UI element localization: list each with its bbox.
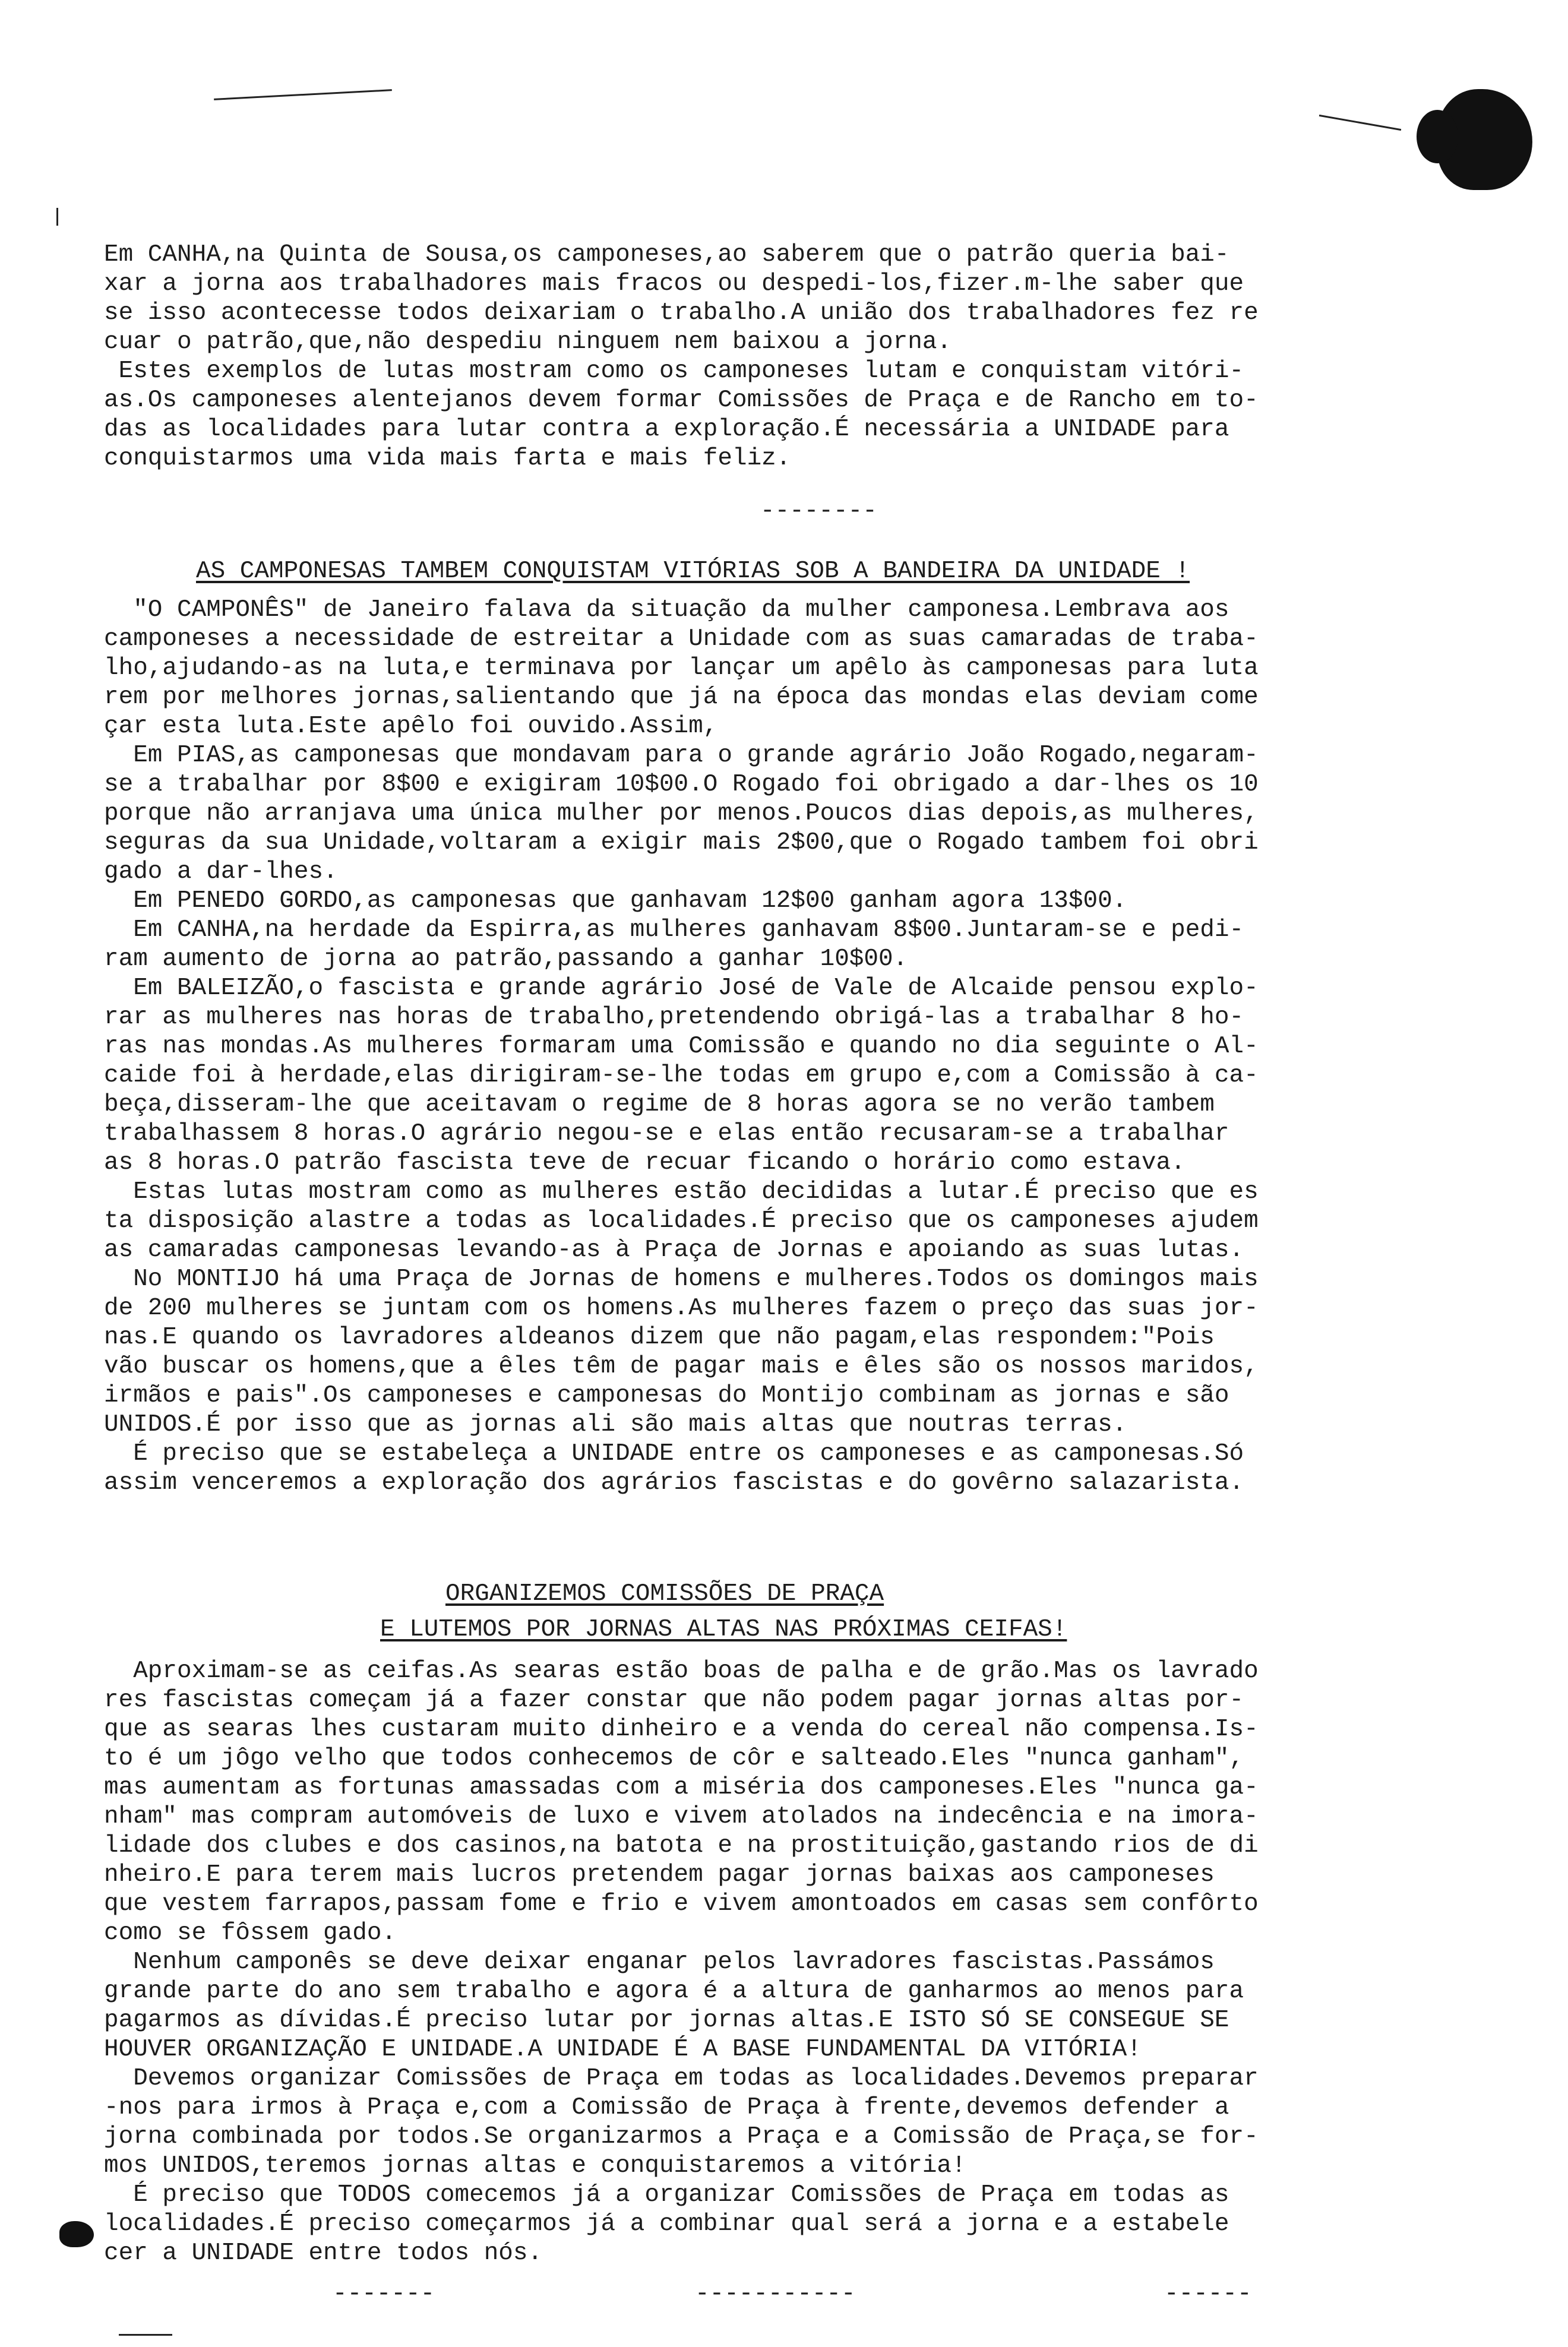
text-line: Em CANHA,na Quinta de Sousa,os camponeses,ao saberem que o patrão queria bai- <box>104 241 1229 268</box>
footer-separator: ------- <box>333 2280 435 2308</box>
text-line: as.Os camponeses alentejanos devem formar Comissões de Praça e de Rancho em to- <box>104 387 1259 414</box>
text-line: conquistarmos uma vida mais farta e mais feliz. <box>104 445 791 472</box>
text-line: nheiro.E para terem mais lucros pretendem pagar jornas baixas aos camponeses <box>104 1861 1215 1889</box>
text-line: se a trabalhar por 8$00 e exigiram 10$00.O Rogado foi obrigado a dar-lhes os 10 <box>104 771 1259 798</box>
text-line: grande parte do ano sem trabalho e agora é a altura de ganharmos ao menos para <box>104 1978 1244 2005</box>
text-line: que vestem farrapos,passam fome e frio e vivem amontoados em casas sem confôrto <box>104 1890 1259 1918</box>
text-line: res fascistas começam já a fazer constar que não podem pagar jornas altas por- <box>104 1687 1244 1714</box>
separator: -------- <box>760 498 877 525</box>
text-line: jorna combinada por todos.Se organizarmos a Praça e a Comissão de Praça,se for- <box>104 2123 1259 2150</box>
text-line: de 200 mulheres se juntam com os homens.As mulheres fazem o preço das suas jor- <box>104 1295 1259 1322</box>
text-line: çar esta luta.Este apêlo foi ouvido.Assim, <box>104 713 718 740</box>
text-line: mas aumentam as fortunas amassadas com a miséria dos camponeses.Eles "nunca ga- <box>104 1774 1259 1801</box>
text-line: ta disposição alastre a todas as localidades.É preciso que os camponeses ajudem <box>104 1207 1259 1235</box>
scan-scratch <box>119 2334 172 2336</box>
section-subheading: E LUTEMOS POR JORNAS ALTAS NAS PRÓXIMAS CEIFAS! <box>380 1616 1067 1643</box>
text-line: trabalhassem 8 horas.O agrário negou-se e elas então recusaram-se a trabalhar <box>104 1120 1229 1147</box>
ink-blot <box>1417 110 1458 163</box>
text-line: Em PIAS,as camponesas que mondavam para o grande agrário João Rogado,negaram- <box>104 742 1259 769</box>
text-line: lidade dos clubes e dos casinos,na batota e na prostituição,gastando rios de di <box>104 1832 1259 1859</box>
text-line: HOUVER ORGANIZAÇÃO E UNIDADE.A UNIDADE É A BASE FUNDAMENTAL DA VITÓRIA! <box>104 2036 1142 2063</box>
text-line: Estas lutas mostram como as mulheres estão decididas a lutar.É preciso que es <box>104 1178 1259 1206</box>
text-line: Estes exemplos de lutas mostram como os camponeses lutam e conquistam vitóri- <box>104 358 1244 385</box>
text-line: gado a dar-lhes. <box>104 858 338 885</box>
text-line: cer a UNIDADE entre todos nós. <box>104 2240 543 2267</box>
text-line: cuar o patrão,que,não despediu ninguem nem baixou a jorna. <box>104 328 952 356</box>
text-line: lho,ajudando-as na luta,e terminava por lançar um apêlo às camponesas para luta <box>104 654 1259 682</box>
scan-scratch <box>56 208 58 226</box>
text-line: nham" mas compram automóveis de luxo e vivem atolados na indecência e na imora- <box>104 1803 1259 1830</box>
text-line: "O CAMPONÊS" de Janeiro falava da situação da mulher camponesa.Lembrava aos <box>104 596 1229 624</box>
text-line: Em CANHA,na herdade da Espirra,as mulheres ganhavam 8$00.Juntaram-se e pedi- <box>104 916 1244 944</box>
text-line: camponeses a necessidade de estreitar a Unidade com as suas camaradas de traba- <box>104 625 1259 653</box>
text-line: como se fôssem gado. <box>104 1919 397 1947</box>
text-line: as camaradas camponesas levando-as à Praça de Jornas e apoiando as suas lutas. <box>104 1236 1244 1264</box>
text-line: porque não arranjava uma única mulher por menos.Poucos dias depois,as mulheres, <box>104 800 1259 827</box>
text-line: Em BALEIZÃO,o fascista e grande agrário José de Vale de Alcaide pensou explo- <box>104 975 1259 1002</box>
text-line: rem por melhores jornas,salientando que já na época das mondas elas deviam come <box>104 684 1259 711</box>
text-line: seguras da sua Unidade,voltaram a exigir mais 2$00,que o Rogado tambem foi obri <box>104 829 1259 856</box>
text-line: xar a jorna aos trabalhadores mais fracos ou despedi-los,fizer.m-lhe saber que <box>104 270 1244 298</box>
text-line: Aproximam-se as ceifas.As searas estão boas de palha e de grão.Mas os lavrado <box>104 1658 1259 1685</box>
scan-scratch <box>1319 115 1401 131</box>
text-line: No MONTIJO há uma Praça de Jornas de homens e mulheres.Todos os domingos mais <box>104 1266 1259 1293</box>
text-line: assim venceremos a exploração dos agrários fascistas e do govêrno salazarista. <box>104 1469 1244 1497</box>
text-line: -nos para irmos à Praça e,com a Comissão de Praça à frente,devemos defender a <box>104 2094 1229 2121</box>
text-line: to é um jôgo velho que todos conhecemos de côr e salteado.Eles "nunca ganham", <box>104 1745 1244 1772</box>
text-line: ram aumento de jorna ao patrão,passando a ganhar 10$00. <box>104 945 908 973</box>
text-line: que as searas lhes custaram muito dinheiro e a venda do cereal não compensa.Is- <box>104 1716 1259 1743</box>
scan-scratch <box>214 89 392 100</box>
text-line: Devemos organizar Comissões de Praça em todas as localidades.Devemos preparar <box>104 2065 1259 2092</box>
text-line: É preciso que TODOS comecemos já a organizar Comissões de Praça em todas as <box>104 2181 1229 2209</box>
text-line: pagarmos as dívidas.É preciso lutar por jornas altas.E ISTO SÓ SE CONSEGUE SE <box>104 2007 1229 2034</box>
text-line: nas.E quando os lavradores aldeanos dizem que não pagam,elas respondem:"Pois <box>104 1324 1215 1351</box>
section-heading: AS CAMPONESAS TAMBEM CONQUISTAM VITÓRIAS SOB A BANDEIRA DA UNIDADE ! <box>196 558 1190 585</box>
text-line: das as localidades para lutar contra a exploração.É necessária a UNIDADE para <box>104 416 1229 443</box>
text-line: UNIDOS.É por isso que as jornas ali são mais altas que noutras terras. <box>104 1411 1127 1438</box>
text-line: as 8 horas.O patrão fascista teve de recuar ficando o horário como estava. <box>104 1149 1186 1176</box>
text-line: É preciso que se estabeleça a UNIDADE entre os camponeses e as camponesas.Só <box>104 1440 1244 1467</box>
text-line: Em PENEDO GORDO,as camponesas que ganhavam 12$00 ganham agora 13$00. <box>104 887 1127 915</box>
text-line: ras nas mondas.As mulheres formaram uma Comissão e quando no dia seguinte o Al- <box>104 1033 1259 1060</box>
ink-mark <box>59 2221 94 2247</box>
section-heading: ORGANIZEMOS COMISSÕES DE PRAÇA <box>445 1580 884 1608</box>
text-line: rar as mulheres nas horas de trabalho,pretendendo obrigá-las a trabalhar 8 ho- <box>104 1004 1244 1031</box>
text-line: vão buscar os homens,que a êles têm de pagar mais e êles são os nossos maridos, <box>104 1353 1259 1380</box>
text-line: irmãos e pais".Os camponeses e camponesas do Montijo combinam as jornas e são <box>104 1382 1229 1409</box>
text-line: localidades.É preciso começarmos já a combinar qual será a jorna e a estabele <box>104 2210 1229 2238</box>
text-line: Nenhum camponês se deve deixar enganar pelos lavradores fascistas.Passámos <box>104 1949 1215 1976</box>
footer-separator: ----------- <box>695 2280 856 2308</box>
text-line: caide foi à herdade,elas dirigiram-se-lhe todas em grupo e,com a Comissão à ca- <box>104 1062 1259 1089</box>
text-line: mos UNIDOS,teremos jornas altas e conquistaremos a vitória! <box>104 2152 966 2180</box>
text-line: beça,disseram-lhe que aceitavam o regime de 8 horas agora se no verão tambem <box>104 1091 1215 1118</box>
footer-separator: ------ <box>1164 2280 1252 2308</box>
text-line: se isso acontecesse todos deixariam o trabalho.A união dos trabalhadores fez re <box>104 299 1259 327</box>
